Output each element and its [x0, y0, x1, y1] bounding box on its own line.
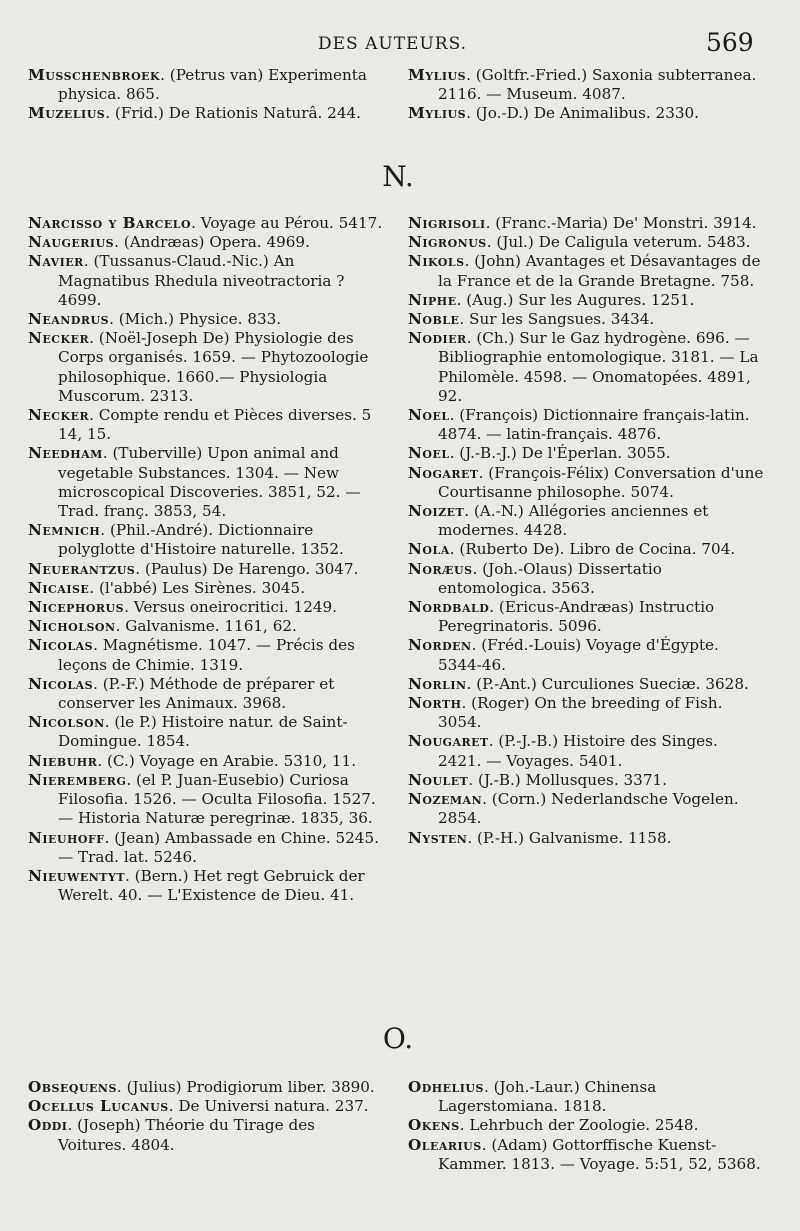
entry-text: . (A.-N.) Allégories anciennes et modernes. 4428. [438, 502, 709, 540]
entry-text: . (P.-J.-B.) Histoire des Singes. 2421. — Voyages. 5401. [438, 732, 718, 770]
author-name: Nieuwentyt [28, 866, 126, 885]
author-name: Nieuhoff [28, 828, 105, 847]
index-entry [28, 252, 383, 310]
index-entry [408, 560, 766, 598]
index-entry [408, 291, 766, 310]
author-name: Naugerius [28, 233, 115, 252]
entry-text: . (C.) Voyage en Arabie. 5310, 11. [97, 751, 357, 770]
entry-text: . (Jo.-D.) De Animalibus. 2330. [466, 104, 700, 123]
author-name: Nola [408, 540, 450, 559]
author-name: Musschenbroek [28, 66, 161, 84]
author-name: Noulet [408, 770, 469, 789]
index-entry [28, 560, 383, 579]
index-entry [28, 104, 383, 123]
author-name: Nodier [408, 329, 467, 348]
column-left-o [28, 1078, 383, 1155]
index-entry [28, 771, 383, 829]
entry-text: . (Roger) On the breeding of Fish. 3054. [438, 694, 723, 732]
index-entry [28, 617, 383, 636]
author-name: Neandrus [28, 310, 110, 329]
author-name: Nordbald [408, 598, 490, 617]
index-entry [408, 444, 766, 463]
entry-text: . (Franc.-Maria) De' Monstri. 3914. [485, 214, 757, 232]
entry-text: . (Jul.) De Caligula veterum. 5483. [486, 233, 751, 252]
entry-text: . Voyage au Pérou. 5417. [191, 214, 383, 232]
author-name: Niebuhr [28, 751, 98, 770]
entry-text: . Galvanisme. 1161, 62. [115, 617, 297, 636]
author-name: Nigrisoli [408, 214, 486, 232]
entry-text: . (Joseph) Théorie du Tirage des Voitures. 4804. [58, 1116, 315, 1154]
entry-text: . (Bern.) Het regt Gebruick der Werelt. 40. — L'Existence de Dieu. 41. [58, 866, 365, 905]
column-left-top [28, 66, 383, 124]
author-name: Muzelius [28, 104, 106, 123]
entry-text: . (P.-Ant.) Curculiones Sueciæ. 3628. [466, 674, 749, 693]
entry-text: . (Paulus) De Harengo. 3047. [135, 559, 359, 578]
index-entry [28, 752, 383, 771]
column-right-o [408, 1078, 766, 1174]
author-name: Niphe [408, 290, 457, 309]
index-entry [28, 1116, 383, 1154]
index-entry [408, 329, 766, 406]
entry-text: . (Frid.) De Rationis Naturâ. 244. [105, 104, 361, 123]
entry-text: . Compte rendu et Pièces diverses. 5 14, 15. [58, 406, 372, 444]
index-entry [408, 598, 766, 636]
author-name: Narcisso y Barcelo [28, 214, 192, 232]
entry-text: . (Phil.-André). Dictionnaire polyglotte d'Histoire naturelle. 1352. [58, 521, 344, 559]
index-entry [28, 579, 383, 598]
index-entry [408, 66, 766, 104]
index-entry [408, 790, 766, 828]
entry-text: . (Aug.) Sur les Augures. 1251. [456, 290, 695, 309]
page-header [0, 28, 800, 62]
author-name: Necker [28, 329, 90, 348]
entry-text: . (Ch.) Sur le Gaz hydrogène. 696. — Bibliographie entomologique. 3181. — La Philomèle. 4598. — Onomatopées. 4891, 92. [438, 329, 759, 405]
author-name: Noel [408, 444, 450, 463]
index-entry [28, 444, 383, 521]
author-name: Ocellus Lucanus [28, 1097, 169, 1116]
author-name: Necker [28, 406, 90, 425]
entry-text: . (Jean) Ambassade en Chine. 5245. — Trad. lat. 5246. [58, 828, 379, 866]
entry-text: . (John) Avantages et Désavantages de la France et de la Grande Bretagne. 758. [438, 252, 761, 290]
entry-text: . (Andræas) Opera. 4969. [114, 233, 310, 252]
entry-text: . (Tuberville) Upon animal and vegetable Substances. 1304. — New microscopical Discoveries. 3851, 52. — Trad. franç. 3853, 54. [58, 444, 361, 521]
index-entry [408, 252, 766, 290]
author-name: Needham [28, 444, 103, 463]
entry-text: . (François-Félix) Conversation d'une Courtisanne philosophe. 5074. [438, 463, 764, 501]
index-entry [28, 329, 383, 406]
author-name: Nicolson [28, 713, 105, 732]
author-name: Nougaret [408, 732, 489, 751]
author-name: Navier [28, 252, 84, 271]
author-name: Nicaise [28, 578, 90, 597]
index-entry [408, 829, 766, 848]
entry-text: . (J.-B.-J.) De l'Éperlan. 3055. [449, 444, 671, 463]
author-name: Noizet [408, 502, 465, 521]
index-entry [28, 867, 383, 905]
author-name: Nigronus [408, 233, 487, 252]
index-entry [28, 214, 383, 233]
index-entry [408, 233, 766, 252]
author-name: Noel [408, 406, 450, 425]
entry-text: . (Corn.) Nederlandsche Vogelen. 2854. [438, 790, 739, 828]
running-head: DES AUTEURS. [318, 34, 468, 54]
author-name: Norlin [408, 674, 467, 693]
author-name: Nysten [408, 828, 468, 847]
entry-text: . (Ericus-Andræas) Instructio Peregrinatoris. 5096. [438, 598, 715, 636]
index-entry [408, 214, 766, 233]
index-entry [28, 675, 383, 713]
section-letter-o: O. [382, 1022, 414, 1055]
column-right-n [408, 214, 766, 848]
author-name: Nemnich [28, 521, 101, 540]
author-name: Nozeman [408, 790, 483, 809]
entry-text: . (Mich.) Physice. 833. [109, 310, 282, 329]
entry-text: . (J.-B.) Mollusques. 3371. [468, 770, 667, 789]
author-name: Olearius [408, 1135, 482, 1154]
index-entry [408, 732, 766, 770]
index-entry [28, 521, 383, 559]
author-name: Noble [408, 310, 460, 329]
entry-text: . (le P.) Histoire natur. de Saint-Domingue. 1854. [58, 713, 348, 751]
entry-text: . (Tussanus-Claud.-Nic.) An Magnatibus Rhedula niveotractoria ? 4699. [58, 252, 345, 309]
column-right-top [408, 66, 766, 124]
author-name: Mylius [408, 104, 467, 123]
entry-text: . (Joh.-Olaus) Dissertatio entomologica. 3563. [438, 559, 662, 597]
author-name: Mylius [408, 66, 467, 84]
index-entry [408, 540, 766, 559]
author-name: Nicholson [28, 617, 116, 636]
entry-text: . (Noël-Joseph De) Physiologie des Corps organisés. 1659. — Phytozoologie philosophique. 1660.— Physiologia Muscorum. 2313. [58, 329, 369, 405]
author-name: Nicolas [28, 674, 94, 693]
entry-text: . (Goltfr.-Fried.) Saxonia subterranea. 2116. — Museum. 4087. [438, 66, 757, 104]
author-name: Odhelius [408, 1078, 484, 1096]
entry-text: . (Fréd.-Louis) Voyage d'Égypte. 5344-46. [438, 636, 719, 674]
index-entry [28, 713, 383, 751]
index-entry [408, 675, 766, 694]
entry-text: . (François) Dictionnaire français-latin. 4874. — latin-français. 4876. [438, 406, 750, 444]
section-letter-n: N. [382, 160, 414, 193]
author-name: Nieremberg [28, 770, 127, 789]
entry-text: . Versus oneirocritici. 1249. [124, 598, 338, 617]
index-entry [28, 310, 383, 329]
author-name: Neuerantzus [28, 559, 136, 578]
author-name: Nicephorus [28, 598, 125, 617]
entry-text: . (P.-F.) Méthode de préparer et conserver les Animaux. 3968. [58, 674, 335, 713]
author-name: Norden [408, 636, 472, 655]
index-entry [28, 598, 383, 617]
entry-text: . (el P. Juan-Eusebio) Curiosa Filosofia. 1526. — Oculta Filosofia. 1527. — Historia Naturæ peregrinæ. 1835, 36. [58, 770, 376, 828]
index-entry [408, 464, 766, 502]
author-name: Oddi [28, 1116, 68, 1135]
index-entry [28, 406, 383, 444]
entry-text: . Lehrbuch der Zoologie. 2548. [459, 1116, 699, 1135]
entry-text: . (Joh.-Laur.) Chinensa Lagerstomiana. 1818. [438, 1078, 657, 1116]
index-entry [28, 636, 383, 674]
index-entry [28, 829, 383, 867]
entry-text: . (Julius) Prodigiorum liber. 3890. [116, 1078, 375, 1096]
index-entry [408, 1116, 766, 1135]
column-left-n [28, 214, 383, 905]
index-entry [408, 406, 766, 444]
entry-text: . (Petrus van) Experimenta physica. 865. [58, 66, 367, 104]
entry-text: . Sur les Sangsues. 3434. [459, 310, 655, 329]
author-name: Nogaret [408, 463, 479, 482]
entry-text: . (Adam) Gottorffische Kuenst-Kammer. 1813. — Voyage. 5:51, 52, 5368. [438, 1135, 761, 1173]
entry-text: . (P.-H.) Galvanisme. 1158. [467, 828, 672, 847]
entry-text: . (Ruberto De). Libro de Cocina. 704. [449, 540, 736, 559]
author-name: Okens [408, 1116, 460, 1135]
index-entry [408, 636, 766, 674]
index-entry [408, 502, 766, 540]
index-entry [408, 310, 766, 329]
entry-text: . (l'abbé) Les Sirènes. 3045. [89, 578, 306, 597]
page-number: 569 [706, 28, 754, 57]
index-entry [408, 694, 766, 732]
entry-text: . De Universi natura. 237. [168, 1097, 369, 1116]
index-entry [408, 771, 766, 790]
index-entry [28, 1097, 383, 1116]
index-entry [28, 66, 383, 104]
author-name: Nikols [408, 252, 465, 271]
entry-text: . Magnétisme. 1047. — Précis des leçons de Chimie. 1319. [58, 636, 355, 674]
author-name: Nicolas [28, 636, 94, 655]
index-entry [408, 1136, 766, 1174]
index-entry [28, 233, 383, 252]
author-name: Obsequens [28, 1078, 117, 1096]
index-entry [28, 1078, 383, 1097]
author-name: North [408, 694, 462, 713]
index-entry [408, 1078, 766, 1116]
author-name: Noræus [408, 559, 473, 578]
index-entry [408, 104, 766, 123]
